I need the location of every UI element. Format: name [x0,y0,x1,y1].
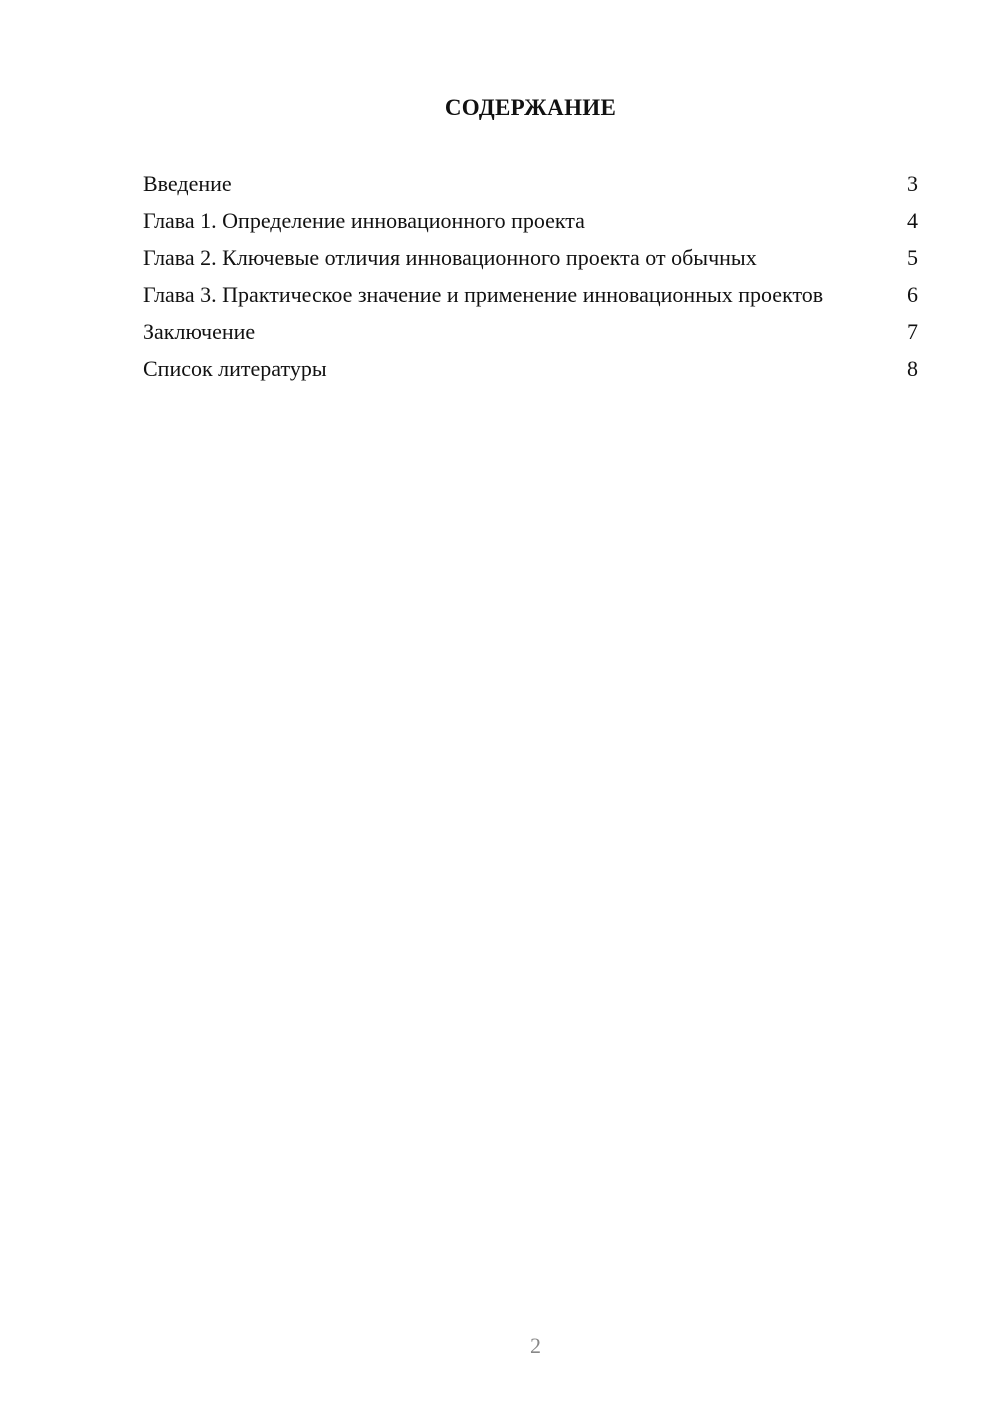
toc-entry-label: Список литературы [143,356,327,381]
toc-title-container [143,95,918,121]
page-number: 2 [530,1333,541,1358]
toc-entry-label: Глава 1. Определение инновационного проекта [143,208,585,233]
toc-entry-page: 7 [907,319,918,344]
toc-entry-label: Глава 3. Практическое значение и применение инновационных проектов [143,282,824,307]
toc-title: СОДЕРЖАНИЕ [444,95,617,120]
toc-entry-page: 4 [907,208,918,233]
toc-entry-page: 8 [907,356,918,381]
toc-entry-page: 6 [907,282,918,307]
toc-entry-label: Введение [143,171,232,196]
toc-entry-conclusion [143,318,918,345]
toc-entry-page: 3 [907,171,918,196]
toc-entry-bibliography [143,355,918,382]
table-of-contents [143,170,918,392]
toc-entry-chapter-2 [143,244,918,271]
toc-entry-chapter-1 [143,207,918,234]
toc-entry-label: Глава 2. Ключевые отличия инновационного проекта от обычных [143,245,757,270]
toc-entry-chapter-3 [143,281,918,308]
toc-entry-introduction [143,170,918,197]
toc-entry-label: Заключение [143,319,256,344]
toc-entry-page: 5 [907,245,918,270]
